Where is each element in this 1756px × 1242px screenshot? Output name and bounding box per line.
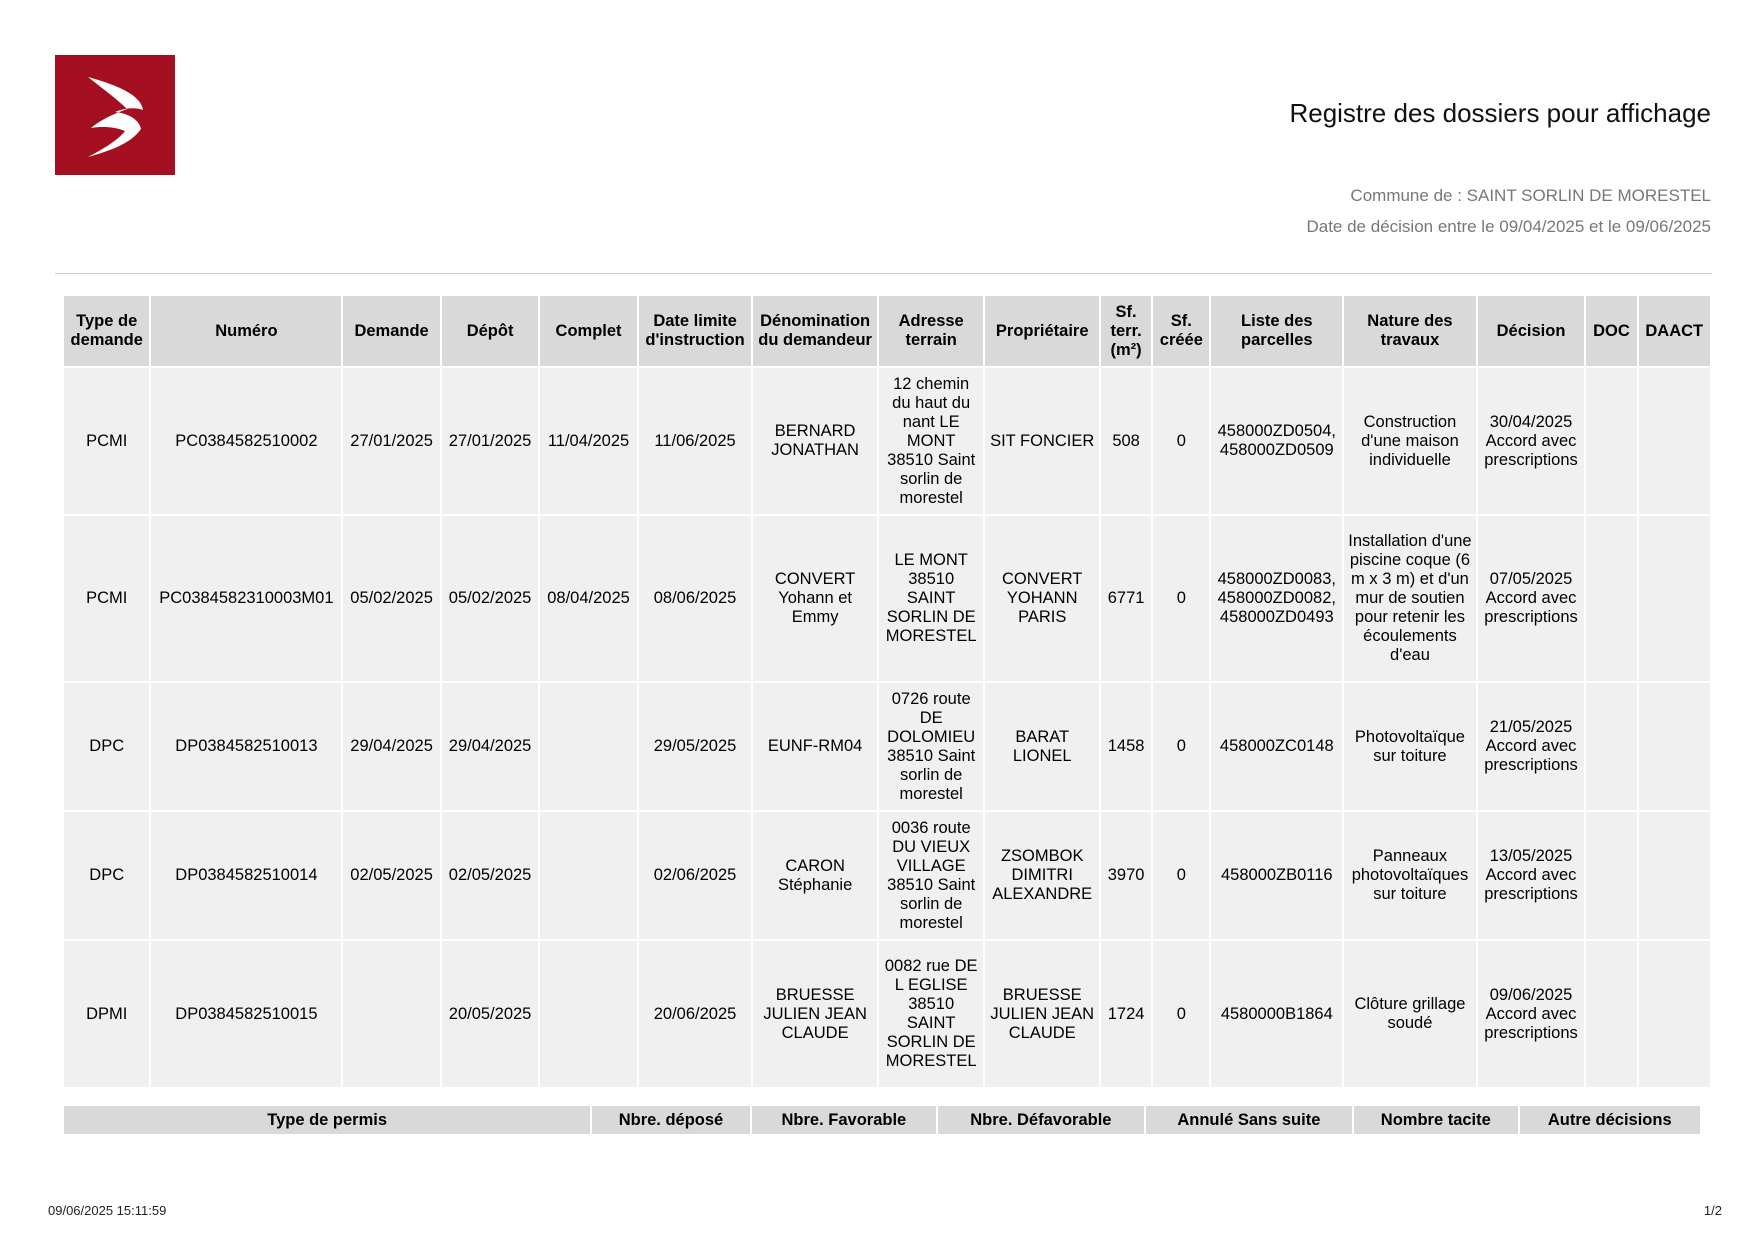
commune-label: Commune de : SAINT SORLIN DE MORESTEL [1350,186,1711,205]
cell-adresse: 0082 rue DE L EGLISE 38510 SAINT SORLIN DE MORESTEL [879,941,984,1087]
cell-complet: 11/04/2025 [540,368,636,514]
dossiers-table [62,294,1712,1089]
cell-adresse: LE MONT 38510 SAINT SORLIN DE MORESTEL [879,516,984,681]
cell-daact [1639,941,1710,1087]
cell-daact [1639,516,1710,681]
cell-sf-creee: 0 [1153,516,1209,681]
cell-nature: Clôture grillage soudé [1344,941,1476,1087]
cell-date-limite: 02/06/2025 [639,812,752,939]
col-numero: Numéro [151,296,341,366]
cell-numero: DP0384582510013 [151,683,341,810]
col-denomination: Dénomination du demandeur [753,296,877,366]
cell-sf-creee: 0 [1153,683,1209,810]
summary-col-autre: Autre décisions [1520,1106,1701,1134]
cell-complet [540,812,636,939]
cell-decision: 13/05/2025 Accord avec prescriptions [1478,812,1585,939]
cell-sf-creee: 0 [1153,812,1209,939]
cell-demande: 02/05/2025 [343,812,439,939]
cell-demande [343,941,439,1087]
cell-daact [1639,812,1710,939]
cell-demande: 27/01/2025 [343,368,439,514]
summary-table [62,1104,1702,1136]
col-daact: DAACT [1639,296,1710,366]
cell-adresse: 12 chemin du haut du nant LE MONT 38510 Saint sorlin de morestel [879,368,984,514]
page-title: Registre des dossiers pour affichage [1289,98,1711,128]
col-date-limite: Date limite d'instruction [639,296,752,366]
cell-sf-terr: 3970 [1101,812,1151,939]
cell-adresse: 0726 route DE DOLOMIEU 38510 Saint sorlin de morestel [879,683,984,810]
cell-date-limite: 11/06/2025 [639,368,752,514]
cell-daact [1639,368,1710,514]
cell-type: DPC [64,683,149,810]
cell-depot: 02/05/2025 [442,812,538,939]
summary-col-defavorable: Nbre. Défavorable [938,1106,1144,1134]
cell-numero: PC0384582510002 [151,368,341,514]
cell-complet [540,941,636,1087]
cell-depot: 27/01/2025 [442,368,538,514]
cell-depot: 05/02/2025 [442,516,538,681]
cell-decision: 09/06/2025 Accord avec prescriptions [1478,941,1585,1087]
cell-sf-terr: 508 [1101,368,1151,514]
cell-doc [1586,683,1636,810]
cell-numero: DP0384582510015 [151,941,341,1087]
cell-nature: Installation d'une piscine coque (6 m x 3 m) et d'un mur de soutien pour retenir les écoulements d'eau [1344,516,1476,681]
cell-sf-terr: 1724 [1101,941,1151,1087]
table-row [64,941,1710,1087]
cell-parcelles: 458000ZB0116 [1211,812,1342,939]
cell-doc [1586,941,1636,1087]
col-proprietaire: Propriétaire [985,296,1099,366]
summary-col-tacite: Nombre tacite [1354,1106,1517,1134]
cell-numero: DP0384582510014 [151,812,341,939]
col-decision: Décision [1478,296,1585,366]
cell-adresse: 0036 route DU VIEUX VILLAGE 38510 Saint sorlin de morestel [879,812,984,939]
cell-type: PCMI [64,368,149,514]
cell-doc [1586,812,1636,939]
cell-date-limite: 29/05/2025 [639,683,752,810]
cell-numero: PC0384582310003M01 [151,516,341,681]
cell-sf-terr: 6771 [1101,516,1151,681]
cell-type: DPC [64,812,149,939]
cell-denomination: BRUESSE JULIEN JEAN CLAUDE [753,941,877,1087]
cell-depot: 29/04/2025 [442,683,538,810]
header-divider [55,273,1712,274]
summary-col-depose: Nbre. déposé [592,1106,749,1134]
col-parcelles: Liste des parcelles [1211,296,1342,366]
col-sf-terr: Sf. terr. (m²) [1101,296,1151,366]
logo [55,55,175,175]
col-depot: Dépôt [442,296,538,366]
cell-parcelles: 458000ZC0148 [1211,683,1342,810]
summary-col-favorable: Nbre. Favorable [752,1106,936,1134]
cell-proprietaire: ZSOMBOK DIMITRI ALEXANDRE [985,812,1099,939]
cell-complet [540,683,636,810]
date-range-label: Date de décision entre le 09/04/2025 et le 09/06/2025 [1306,217,1711,236]
summary-col-annule: Annulé Sans suite [1146,1106,1353,1134]
table-row [64,516,1710,681]
cell-decision: 07/05/2025 Accord avec prescriptions [1478,516,1585,681]
table-row [64,368,1710,514]
cell-proprietaire: SIT FONCIER [985,368,1099,514]
cell-parcelles: 4580000B1864 [1211,941,1342,1087]
bird-swallow-logo-icon [55,55,175,175]
cell-decision: 30/04/2025 Accord avec prescriptions [1478,368,1585,514]
print-timestamp: 09/06/2025 15:11:59 [48,1203,167,1218]
table-row [64,812,1710,939]
cell-denomination: EUNF-RM04 [753,683,877,810]
cell-parcelles: 458000ZD0504, 458000ZD0509 [1211,368,1342,514]
cell-denomination: BERNARD JONATHAN [753,368,877,514]
cell-nature: Panneaux photovoltaïques sur toiture [1344,812,1476,939]
cell-type: DPMI [64,941,149,1087]
cell-doc [1586,516,1636,681]
cell-sf-terr: 1458 [1101,683,1151,810]
page-number: 1/2 [1703,1203,1722,1218]
cell-date-limite: 08/06/2025 [639,516,752,681]
cell-demande: 05/02/2025 [343,516,439,681]
cell-depot: 20/05/2025 [442,941,538,1087]
cell-date-limite: 20/06/2025 [639,941,752,1087]
cell-sf-creee: 0 [1153,368,1209,514]
col-doc: DOC [1586,296,1636,366]
cell-demande: 29/04/2025 [343,683,439,810]
cell-sf-creee: 0 [1153,941,1209,1087]
cell-nature: Construction d'une maison individuelle [1344,368,1476,514]
cell-nature: Photovoltaïque sur toiture [1344,683,1476,810]
table-header-row [64,296,1710,366]
cell-parcelles: 458000ZD0083, 458000ZD0082, 458000ZD0493 [1211,516,1342,681]
cell-type: PCMI [64,516,149,681]
cell-proprietaire: BRUESSE JULIEN JEAN CLAUDE [985,941,1099,1087]
cell-denomination: CONVERT Yohann et Emmy [753,516,877,681]
col-complet: Complet [540,296,636,366]
col-sf-creee: Sf. créée [1153,296,1209,366]
col-type-demande: Type de demande [64,296,149,366]
summary-col-type-permis: Type de permis [64,1106,590,1134]
col-nature-travaux: Nature des travaux [1344,296,1476,366]
cell-complet: 08/04/2025 [540,516,636,681]
cell-proprietaire: BARAT LIONEL [985,683,1099,810]
col-adresse: Adresse terrain [879,296,984,366]
cell-daact [1639,683,1710,810]
cell-denomination: CARON Stéphanie [753,812,877,939]
col-demande: Demande [343,296,439,366]
table-row [64,683,1710,810]
cell-proprietaire: CONVERT YOHANN PARIS [985,516,1099,681]
summary-header-row [64,1106,1700,1134]
cell-decision: 21/05/2025 Accord avec prescriptions [1478,683,1585,810]
cell-doc [1586,368,1636,514]
